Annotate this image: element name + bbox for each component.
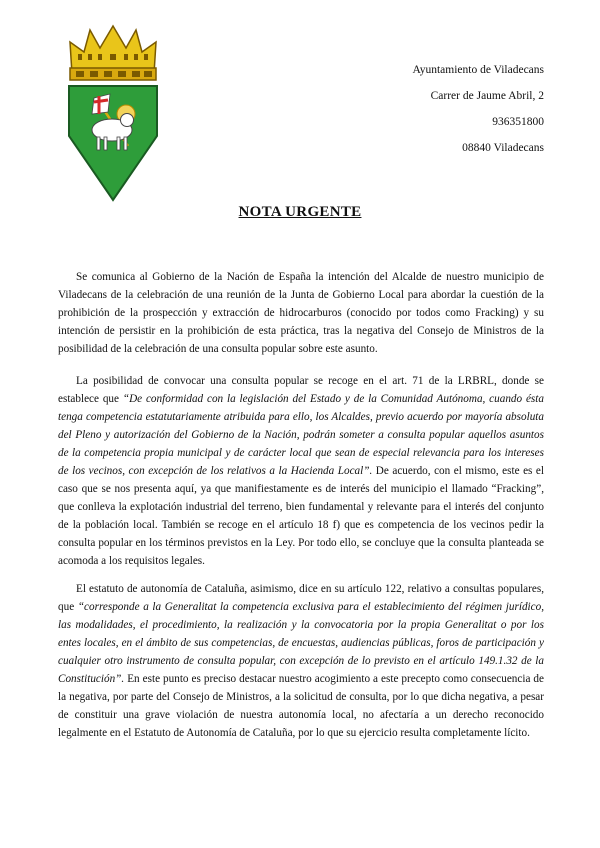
paragraph-rest: De acuerdo, con el mismo, este es el caso que se nos presenta aquí, ya que manifiestamente es de interés del municipio el llamado “Fracking”, que conlleva la explotación industrial del terreno, bien fundamental y relevante para el interés del conjunto de la población local. También se recoge en el artículo 18 f) que es competencia de los vecinos pedir la consulta popular en los términos previstos en la Ley. Por todo ello, se concluye que la consulta planteada se acomoda a los requisitos legales. (58, 465, 544, 567)
address-line: 936351800 (492, 116, 544, 128)
paragraph-intro: La posibilidad de convocar una consulta popular se recoge en el art. 71 de la LRBRL, donde se establece que (58, 375, 544, 405)
paragraph-2 (58, 372, 544, 570)
legal-quote: “corresponde a la Generalitat la competencia exclusiva para el establecimiento del régimen jurídico, las modalidades, el procedimiento, la realización y la convocatoria por la propia Generalitat o por los entes locales, en el ámbito de sus competencias, de encuestas, audiencias públicas, foros de participación y cualquier otro instrumento de consulta popular, con excepción de lo previsto en el artículo 149.1.32 de la Constitución”. (58, 601, 545, 685)
shield-icon (69, 86, 157, 200)
address-line: 08840 Viladecans (462, 142, 544, 154)
address-line: Carrer de Jaume Abril, 2 (430, 90, 544, 102)
sender-address (372, 57, 544, 161)
paragraph-3 (58, 580, 544, 742)
document-title: NOTA URGENTE (238, 204, 362, 220)
paragraph-intro: El estatuto de autonomía de Cataluña, asimismo, dice en su artículo 122, relativo a consultas populares, que (58, 583, 544, 613)
paragraph-text: Se comunica al Gobierno de la Nación de España la intención del Alcalde de nuestro municipio de Viladecans de la celebración de una reunión de la Junta de Gobierno Local para abordar la cuestión de la prohibición de la prospección y extracción de hidrocarburos (conocido por todos como Fracking) y su intención de persistir en la prohibición de esta práctica, tras la negativa del Consejo de Ministros de la posibilidad de la celebración de una consulta popular sobre este asunto. (58, 271, 544, 355)
paragraph-rest: En este punto es preciso destacar nuestro acogimiento a este precepto como consecuencia de la negativa, por parte del Consejo de Ministros, a la solicitud de consulta, por lo que dicha negativa, a pesar de constituir una grave violación de nuestra autonomía local, no afectaría a un derecho reconocido legalmente en el Estatuto de Autonomía de Cataluña, por lo que su ejercicio resulta completamente lícito. (58, 673, 544, 739)
crown-icon (70, 26, 156, 80)
coat-of-arms-logo (66, 24, 160, 202)
paragraph-1 (58, 268, 544, 358)
legal-quote: “De conformidad con la legislación del Estado y de la Comunidad Autónoma, cuando ésta tenga competencia estatutariamente atribuida para ello, los Alcaldes, previo acuerdo por mayoría absoluta del Pleno y autorización del Gobierno de la Nación, podrán someter a consulta popular aquellos asuntos de la competencia propia municipal y de carácter local que sean de especial relevancia para los intereses de los vecinos, con excepción de los relativos a la Hacienda Local”. (58, 393, 544, 477)
address-line: Ayuntamiento de Viladecans (412, 64, 544, 76)
